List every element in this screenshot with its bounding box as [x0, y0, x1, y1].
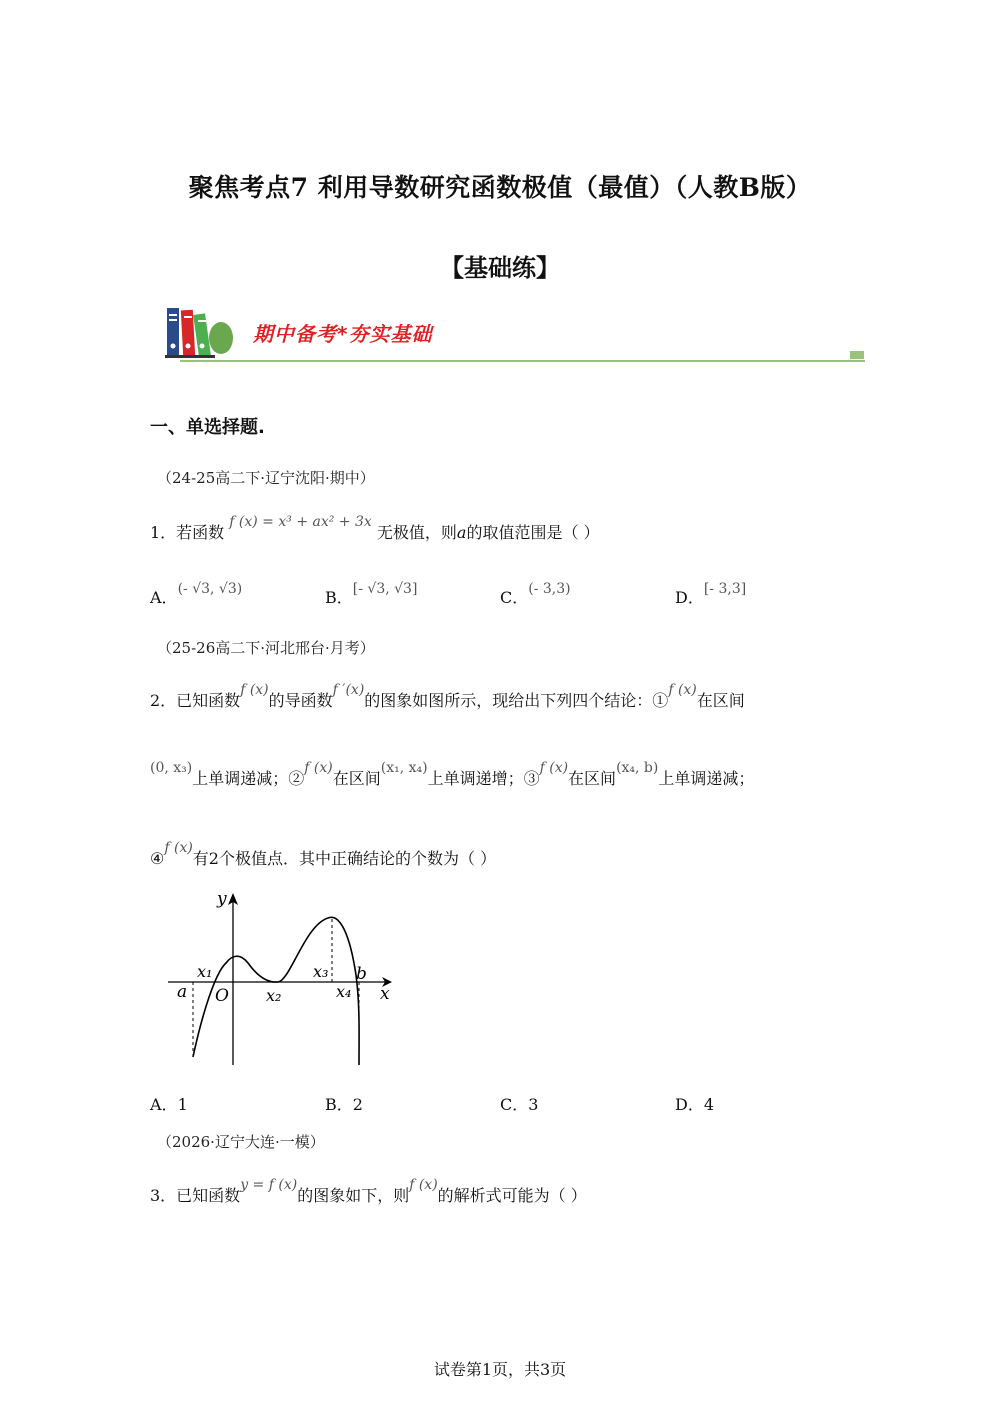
q2-text: 上单调递减； [658, 769, 755, 788]
q2-math: f (x) [539, 760, 569, 776]
q2-math: f ′(x) [332, 682, 365, 698]
q2-line3 [150, 840, 497, 869]
q2-text: 2．已知函数 [150, 691, 241, 710]
q1-option-b-value: [- √3, √3] [352, 581, 418, 597]
q3-text: 的图象如下，则 [297, 1186, 410, 1205]
q2-text: 在区间 [568, 769, 617, 788]
q1-option-c-value: (- 3,3) [528, 581, 571, 597]
q2-text: 上单调递增；③ [427, 769, 540, 788]
page-subtitle: 【基础练】 [440, 253, 560, 282]
q2-option-d-value: 4 [703, 1095, 715, 1114]
q3-text: 3．已知函数 [150, 1186, 241, 1205]
section-heading: 一、单选择题. [150, 417, 265, 438]
q2-math: (x₄, b) [616, 760, 659, 776]
q1-option-b[interactable] [325, 581, 418, 608]
q2-option-b-value: 2 [352, 1095, 363, 1114]
q3-text: 的解析式可能为（ ） [437, 1186, 587, 1205]
q1-option-d[interactable] [675, 581, 747, 608]
q2-option-a[interactable] [150, 1092, 188, 1115]
label-a: a [177, 982, 188, 1002]
q1-option-c-label: C． [500, 588, 529, 607]
q1-var-a: a [456, 523, 467, 542]
banner-text: 期中备考*夯实基础 [253, 322, 433, 346]
q2-math: (x₁, x₄) [380, 760, 428, 776]
q1-stem-suffix-a: 无极值，则 [376, 523, 457, 542]
page-footer: 试卷第1页，共3页 [433, 1360, 567, 1379]
q1-source: （24-25高二下·辽宁沈阳·期中） [157, 469, 375, 487]
derivative-graph [160, 885, 400, 1070]
q1-stem [150, 514, 600, 543]
q2-line1 [150, 682, 745, 711]
q1-option-d-value: [- 3,3] [703, 581, 747, 597]
q2-math: f (x) [668, 682, 697, 698]
q1-stem-prefix: 1．若函数 [150, 523, 225, 542]
label-b: b [356, 964, 367, 984]
q2-text: 的导函数 [268, 691, 333, 710]
q3-math: f (x) [409, 1177, 438, 1193]
banner-marker [850, 351, 864, 359]
q1-formula: f (x) = x³ + ax² + 3x [229, 514, 372, 530]
q1-option-a[interactable] [150, 581, 243, 608]
q2-line2 [150, 760, 755, 789]
q2-math: (0, x₃) [150, 760, 193, 776]
q2-text: ④ [150, 849, 165, 868]
q2-text: 在区间 [696, 691, 745, 710]
q2-math: f (x) [304, 760, 333, 776]
label-x1: x₁ [197, 962, 213, 981]
q2-option-a-label: A． [150, 1095, 178, 1114]
q2-option-b[interactable] [325, 1092, 363, 1115]
q2-text: 上单调递减；② [192, 769, 305, 788]
label-x: x [380, 984, 390, 1004]
q2-option-a-value: 1 [177, 1095, 188, 1114]
q1-option-c[interactable] [500, 581, 571, 608]
q2-option-c[interactable] [500, 1092, 538, 1115]
page-title: 聚焦考点7 利用导数研究函数极值（最值）（人教B版） [188, 173, 812, 202]
q2-math: f (x) [164, 840, 193, 856]
q1-option-a-label: A． [150, 588, 178, 607]
q2-source: （25-26高二下·河北邢台·月考） [157, 639, 375, 657]
q2-text: 有2个极值点．其中正确结论的个数为（ ） [192, 849, 497, 868]
q2-option-d-label: D． [675, 1095, 704, 1114]
label-x4: x₄ [336, 982, 352, 1001]
q3-source: （2026·辽宁大连·一模） [157, 1133, 325, 1151]
q1-option-a-value: (- √3, √3) [177, 581, 243, 597]
q2-text: 的图象如图所示，现给出下列四个结论：① [364, 691, 669, 710]
q2-math: f (x) [240, 682, 269, 698]
q2-option-d[interactable] [675, 1092, 714, 1115]
q2-option-c-value: 3 [528, 1095, 539, 1114]
label-x3: x₃ [313, 962, 329, 981]
banner-divider [180, 360, 865, 362]
q1-option-d-label: D． [675, 588, 704, 607]
label-origin: O [215, 986, 229, 1006]
q2-option-c-label: C． [500, 1095, 529, 1114]
q2-text: 在区间 [332, 769, 381, 788]
q3-math: y = f (x) [240, 1177, 298, 1193]
books-icon [163, 304, 233, 360]
q1-stem-suffix-b: 的取值范围是（ ） [466, 523, 600, 542]
q2-option-b-label: B． [325, 1095, 353, 1114]
label-x2: x₂ [266, 986, 282, 1005]
q1-option-b-label: B． [325, 588, 353, 607]
label-y: y [217, 889, 227, 909]
q3-line1 [150, 1177, 587, 1206]
